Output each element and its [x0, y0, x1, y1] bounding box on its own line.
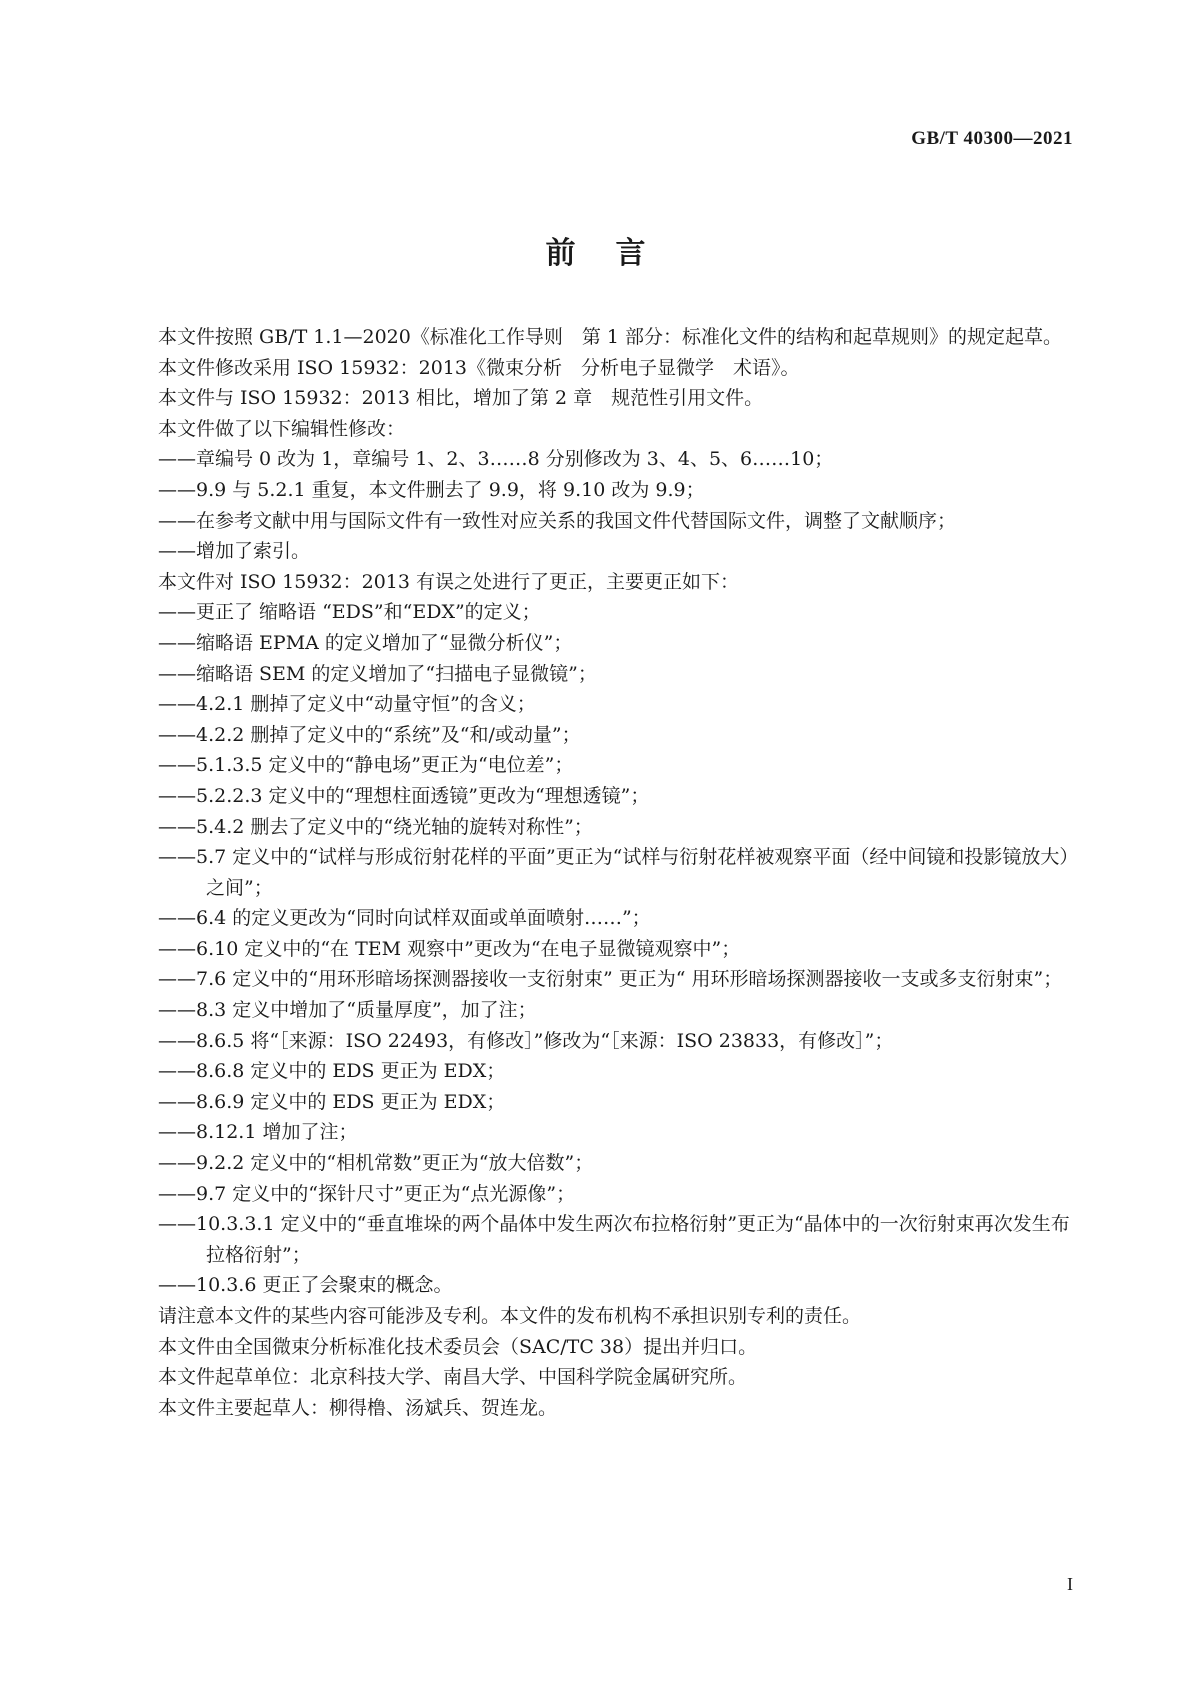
intro-paragraph: 本文件按照 GB/T 1.1—2020《标准化工作导则 第 1 部分：标准化文件的结构和起草规则》的规定起草。: [158, 326, 1063, 348]
editorial-change-item: ——增加了索引。: [158, 540, 311, 563]
editorial-change-item: ——在参考文献中用与国际文件有一致性对应关系的我国文件代替国际文件，调整了文献顺序；: [158, 509, 957, 532]
correction-item: ——4.2.1 删掉了定义中“动量守恒”的含义；: [158, 693, 536, 716]
closing-paragraph: 本文件起草单位：北京科技大学、南昌大学、中国科学院金属研究所。: [158, 1366, 748, 1389]
correction-item: ——9.2.2 定义中的“相机常数”更正为“放大倍数”；: [158, 1152, 594, 1175]
correction-item: ——8.6.9 定义中的 EDS 更正为 EDX；: [158, 1090, 506, 1113]
correction-item: ——5.4.2 删去了定义中的“绕光轴的旋转对称性”；: [158, 815, 593, 838]
foreword-body: [120, 322, 1072, 1423]
page-title: 前言: [545, 236, 686, 271]
correction-item: ——更正了 缩略语 “EDS”和“EDX”的定义；: [158, 601, 541, 624]
closing-paragraph: 本文件主要起草人：柳得橹、汤斌兵、贺连龙。: [158, 1396, 558, 1419]
correction-item: ——缩略语 EPMA 的定义增加了“显微分析仪”；: [158, 631, 573, 654]
editorial-change-item: ——9.9 与 5.2.1 重复，本文件删去了 9.9，将 9.10 改为 9.9；: [158, 478, 705, 501]
corrections-intro: 本文件对 ISO 15932：2013 有误之处进行了更正，主要更正如下：: [158, 570, 740, 593]
correction-item: ——缩略语 SEM 的定义增加了“扫描电子显微镜”；: [158, 662, 597, 685]
editorial-change-item: ——章编号 0 改为 1，章编号 1、2、3……8 分别修改为 3、4、5、6……10；: [158, 448, 834, 471]
correction-item: ——4.2.2 删掉了定义中的“系统”及“和/或动量”；: [158, 723, 581, 746]
closing-paragraph: 本文件由全国微束分析标准化技术委员会（SAC/TC 38）提出并归口。: [158, 1335, 758, 1358]
correction-item: ——9.7 定义中的“探针尺寸”更正为“点光源像”；: [158, 1182, 576, 1205]
correction-item: ——8.6.8 定义中的 EDS 更正为 EDX；: [158, 1060, 506, 1083]
correction-item: ——5.2.2.3 定义中的“理想柱面透镜”更改为“理想透镜”；: [158, 784, 650, 807]
correction-item: ——8.3 定义中增加了“质量厚度”，加了注；: [158, 999, 537, 1022]
intro-paragraph: 本文件与 ISO 15932：2013 相比，增加了第 2 章 规范性引用文件。: [158, 387, 764, 410]
correction-item: ——7.6 定义中的“用环形暗场探测器接收一支衍射束” 更正为“ 用环形暗场探测器接收一支或多支衍射束”；: [158, 968, 1063, 991]
page-number: I: [1067, 1574, 1073, 1594]
correction-item: ——8.6.5 将“［来源：ISO 22493，有修改］”修改为“［来源：ISO 23833，有修改］”；: [158, 1029, 894, 1052]
intro-paragraph: 本文件做了以下编辑性修改：: [158, 417, 406, 440]
intro-paragraph: 本文件修改采用 ISO 15932：2013《微束分析 分析电子显微学 术语》。: [158, 356, 800, 379]
correction-item: ——5.7 定义中的“试样与形成衍射花样的平面”更正为“试样与衍射花样被观察平面（经中间镜和投影镜放大）之间”；: [158, 846, 1069, 899]
closing-paragraph: 请注意本文件的某些内容可能涉及专利。本文件的发布机构不承担识别专利的责任。: [158, 1305, 862, 1327]
correction-item: ——10.3.6 更正了会聚束的概念。: [158, 1274, 453, 1297]
correction-item: ——6.4 的定义更改为“同时向试样双面或单面喷射……”；: [158, 907, 651, 930]
correction-item: ——10.3.3.1 定义中的“垂直堆垛的两个晶体中发生两次布拉格衍射”更正为“晶体中的一次衍射束再次发生布拉格衍射”；: [158, 1213, 1070, 1266]
standard-code: GB/T 40300—2021: [911, 128, 1073, 149]
correction-item: ——8.12.1 增加了注；: [158, 1121, 358, 1144]
correction-item: ——5.1.3.5 定义中的“静电场”更正为“电位差”；: [158, 754, 574, 777]
correction-item: ——6.10 定义中的“在 TEM 观察中”更改为“在电子显微镜观察中”；: [158, 937, 741, 960]
